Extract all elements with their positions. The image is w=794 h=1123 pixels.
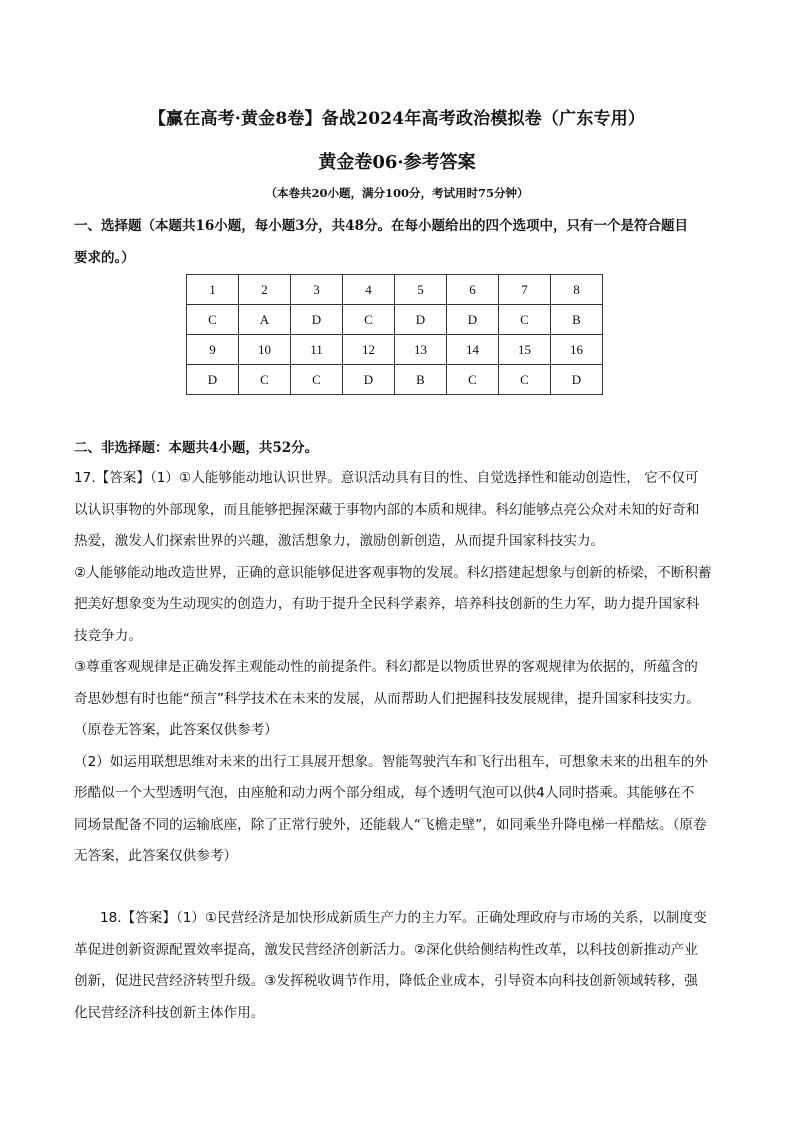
table-cell: C xyxy=(343,305,395,335)
answer-table xyxy=(186,274,603,395)
table-cell: 15 xyxy=(499,335,551,365)
table-cell: C xyxy=(239,365,291,395)
table-cell: 2 xyxy=(239,275,291,305)
table-cell: D xyxy=(291,305,343,335)
table-cell: 5 xyxy=(395,275,447,305)
answer-17 xyxy=(74,463,724,873)
answer-line: 17.【答案】（1）①人能够能动地认识世界。意识活动具有目的性、自觉选择性和能动创造性， 它不仅可 xyxy=(74,470,699,486)
answer-line: 形酷似一个大型透明气泡，由座舱和动力两个部分组成，每个透明气泡可以供4人同时搭乘。其能够在不 xyxy=(74,785,695,801)
table-cell: 11 xyxy=(291,335,343,365)
table-row xyxy=(187,335,603,365)
table-cell: 14 xyxy=(447,335,499,365)
answer-line: 奇思妙想有时也能“预言”科学技术在未来的发展，从而帮助人们把握科技发展规律，提升国家科技实力。 xyxy=(74,690,700,707)
table-cell: D xyxy=(187,365,239,395)
table-cell: 4 xyxy=(343,275,395,305)
table-cell: C xyxy=(499,365,551,395)
table-cell: D xyxy=(447,305,499,335)
table-cell: B xyxy=(395,365,447,395)
answer-line: 无答案，此答案仅供参考） xyxy=(74,848,238,864)
table-cell: 10 xyxy=(239,335,291,365)
table-cell: C xyxy=(187,305,239,335)
answer-line: 技竞争力。 xyxy=(74,627,142,644)
answer-line: 创新，促进民营经济转型升级。③发挥税收调节作用，降低企业成本，引导资本向科技创新领域转移，强 xyxy=(74,973,698,989)
answer-line: ③尊重客观规律是正确发挥主观能动性的前提条件。科幻都是以物质世界的客观规律为依据的，所蕴含的 xyxy=(74,659,698,675)
answer-line: 把美好想象变为生动现实的创造力，有助于提升全民科学素养，培养科技创新的生力军，助力提升国家科 xyxy=(74,596,700,612)
answer-line: （2）如运用联想思维对未来的出行工具展开想象。智能驾驶汽车和飞行出租车，可想象未来的出租车的外 xyxy=(74,753,708,770)
answer-line: （原卷无答案，此答案仅供参考） xyxy=(74,722,278,738)
answer-line: 18.【答案】（1）①民营经济是加快形成新质生产力的主力军。正确处理政府与市场的关系，以制度变 xyxy=(100,910,707,926)
table-row xyxy=(187,275,603,305)
table-cell: C xyxy=(291,365,343,395)
section1-heading-line: 一、选择题（本题共16小题，每小题3分，共48分。在每小题给出的四个选项中，只有一个是符合题目 xyxy=(74,218,688,234)
table-cell: 13 xyxy=(395,335,447,365)
document-title: 【赢在高考·黄金8卷】备战2024年高考政治模拟卷（广东专用） xyxy=(148,109,646,129)
table-cell: 8 xyxy=(551,275,603,305)
exam-note: （本卷共20小题，满分100分，考试用时75分钟） xyxy=(265,186,529,200)
table-cell: D xyxy=(551,365,603,395)
table-cell: C xyxy=(499,305,551,335)
document-subtitle: 黄金卷06·参考答案 xyxy=(318,152,476,173)
table-cell: D xyxy=(343,365,395,395)
table-cell: 3 xyxy=(291,275,343,305)
table-cell: 1 xyxy=(187,275,239,305)
table-cell: C xyxy=(447,365,499,395)
section1-heading xyxy=(74,210,724,274)
table-cell: 9 xyxy=(187,335,239,365)
answer-18 xyxy=(74,903,724,1029)
section1-heading-line: 要求的。） xyxy=(74,250,135,266)
answer-line: 革促进创新资源配置效率提高，激发民营经济创新活力。②深化供给侧结构性改革，以科技创新推动产业 xyxy=(74,941,698,958)
table-cell: 6 xyxy=(447,275,499,305)
table-cell: B xyxy=(551,305,603,335)
answer-line: 化民营经济科技创新主体作用。 xyxy=(74,1004,265,1021)
section2-heading: 二、非选择题：本题共4小题，共52分。 xyxy=(74,440,319,456)
table-cell: 12 xyxy=(343,335,395,365)
table-row xyxy=(187,305,603,335)
table-row xyxy=(187,365,603,395)
answer-line: 以认识事物的外部现象，而且能够把握深藏于事物内部的本质和规律。科幻能够点亮公众对未知的好奇和 xyxy=(74,501,700,518)
table-cell: D xyxy=(395,305,447,335)
table-cell: A xyxy=(239,305,291,335)
table-cell: 16 xyxy=(551,335,603,365)
answer-line: ②人能够能动地改造世界，正确的意识能够促进客观事物的发展。科幻搭建起想象与创新的桥梁，不断积蓄 xyxy=(74,564,712,581)
answer-line: 同场景配备不同的运输底座，除了正常行驶外，还能载人“飞檐走壁”，如同乘坐升降电梯一样酷炫。（原卷 xyxy=(74,816,707,833)
table-cell: 7 xyxy=(499,275,551,305)
answer-line: 热爱，激发人们探索世界的兴趣，激活想象力，激励创新创造，从而提升国家科技实力。 xyxy=(74,533,605,549)
